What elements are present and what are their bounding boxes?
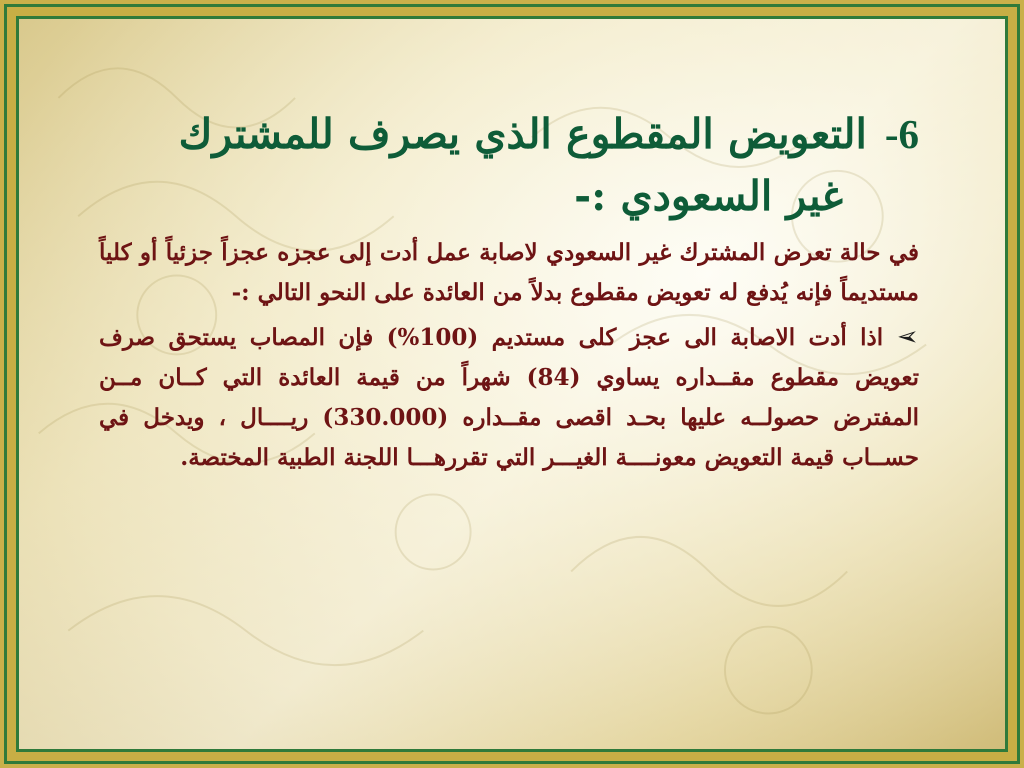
slide-inner-border — [16, 16, 1008, 752]
slide-outer-border — [4, 4, 1020, 764]
intro-paragraph: في حالة تعرض المشترك غير السعودي لاصابة عمل أدت إلى عجزه عجزاً جزئياً أو كلياً مستديماً فإنه يُدفع له تعويض مقطوع بدلاً من العائدة على النحو التالي :- — [99, 239, 919, 306]
bullet-paragraph: اذا أدت الاصابة الى عجز كلى مستديم (100%) فإن المصاب يستحق صرف تعويض مقطوع مقــداره يساوي (84) شهراً من قيمة العائدة التي كــان مــن المفترض حصولــه عليها بحـد اقصى مقــداره (330.000) ريــــال ، ويدخل في حســاب قيمة التعويض معونــــة الغيـــر التي تقررهـــا اللجنة الطبية المختصة. — [99, 324, 919, 471]
arrow-bullet-icon: ➢ — [897, 322, 919, 352]
slide-title — [99, 103, 919, 227]
slide-content — [99, 103, 919, 478]
title-number: 6- — [884, 111, 919, 157]
slide-title-line-1 — [99, 103, 919, 165]
slide-title-line-2: غير السعودي :- — [574, 172, 843, 220]
title-text-line-1: التعويض المقطوع الذي يصرف للمشترك — [178, 110, 867, 158]
bullet-item — [99, 317, 919, 478]
bullet-paragraph-container — [99, 317, 919, 478]
